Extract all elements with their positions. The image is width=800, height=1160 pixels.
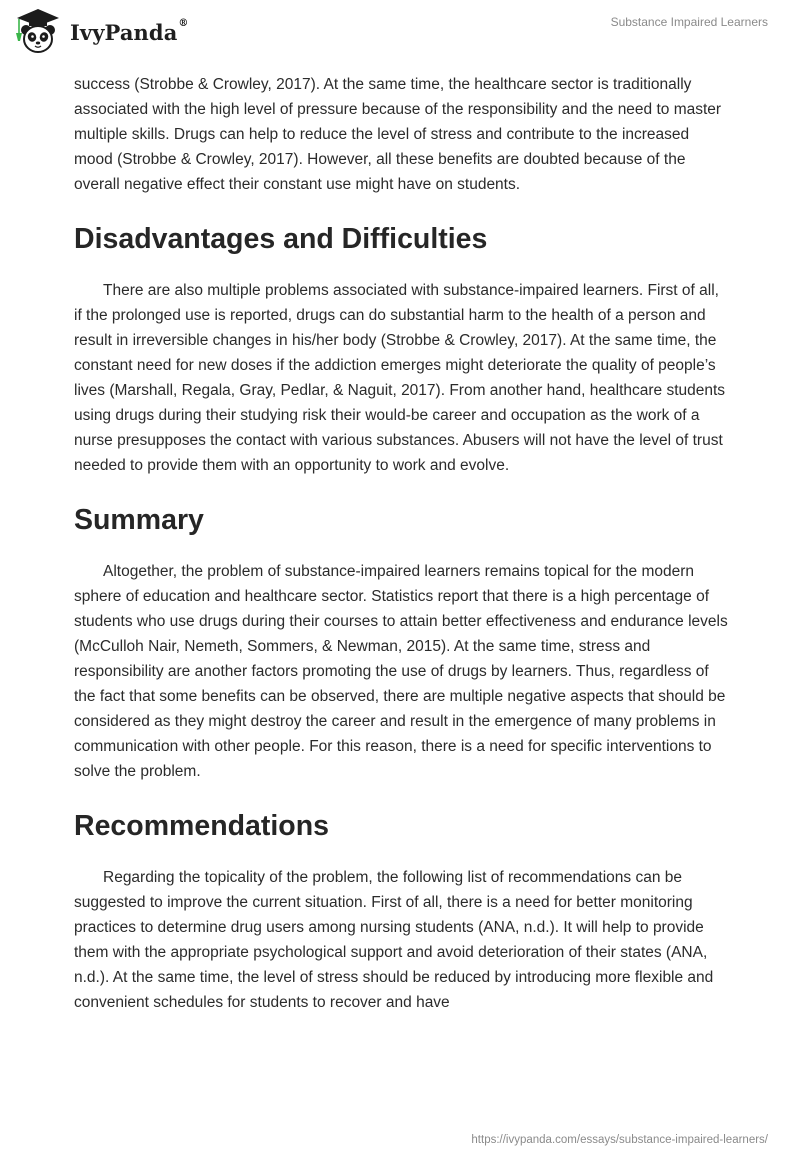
intro-paragraph: success (Strobbe & Crowley, 2017). At the same time, the healthcare sector is traditionally associated with the high level of pressure because of the responsibility and the need to master multiple skills. Drugs can help to reduce the level of stress and contribute to the increased mood (Strobbe & Crowley, 2017). However, all these benefits are doubted because of the overall negative effect their constant use might have on students. xyxy=(74,76,722,193)
section-heading-summary: Summary xyxy=(74,504,204,536)
document-title: Substance Impaired Learners xyxy=(610,15,768,29)
ivypanda-logo[interactable] xyxy=(14,8,189,56)
section-heading-disadvantages: Disadvantages and Difficulties xyxy=(74,223,488,255)
source-url-link[interactable]: https://ivypanda.com/essays/substance-impaired-learners/ xyxy=(471,1134,768,1146)
brand-name: IvyPanda® xyxy=(70,17,189,45)
page-header xyxy=(0,0,800,68)
section-paragraph-recommendations: Regarding the topicality of the problem, the following list of recommendations can be suggested to improve the current situation. First of all, there is a need for better monitoring practices to determine drug users among nursing students (ANA, n.d.). It will help to provide them with the appropriate psychological support and avoid deterioration of their states (ANA, n.d.). At the same time, the level of stress should be reduced by introducing more flexible and convenient schedules for students to recover and have xyxy=(74,869,714,1011)
section-paragraph-disadvantages: There are also multiple problems associated with substance-impaired learners. First of all, if the prolonged use is reported, drugs can do substantial harm to the health of a person and result in irreversible changes in his/her body (Strobbe & Crowley, 2017). At the same time, the constant need for new doses if the addiction emerges might deteriorate the quality of people’s lives (Marshall, Regala, Gray, Pedlar, & Naguit, 2017). From another hand, healthcare students using drugs during their studying risk their would-be career and occupation as the work of a nurse presupposes the contact with various substances. Abusers will not have the level of trust needed to provide them with an opportunity to work and evolve. xyxy=(74,282,726,474)
panda-mascot-icon xyxy=(14,8,62,56)
essay-content xyxy=(74,72,730,1015)
section-paragraph-summary: Altogether, the problem of substance-impaired learners remains topical for the modern sphere of education and healthcare sector. Statistics report that there is a high percentage of students who use drugs during their courses to attain better effectiveness and endurance levels (McCulloh Nair, Nemeth, Sommers, & Newman, 2015). At the same time, stress and responsibility are another factors promoting the use of drugs by learners. Thus, regardless of the fact that some benefits can be observed, there are multiple negative aspects that should be considered as they might destroy the career and result in the emergence of many problems in communication with other people. For this reason, there is a need for specific interventions to solve the problem. xyxy=(74,563,728,780)
section-heading-recommendations: Recommendations xyxy=(74,810,329,842)
